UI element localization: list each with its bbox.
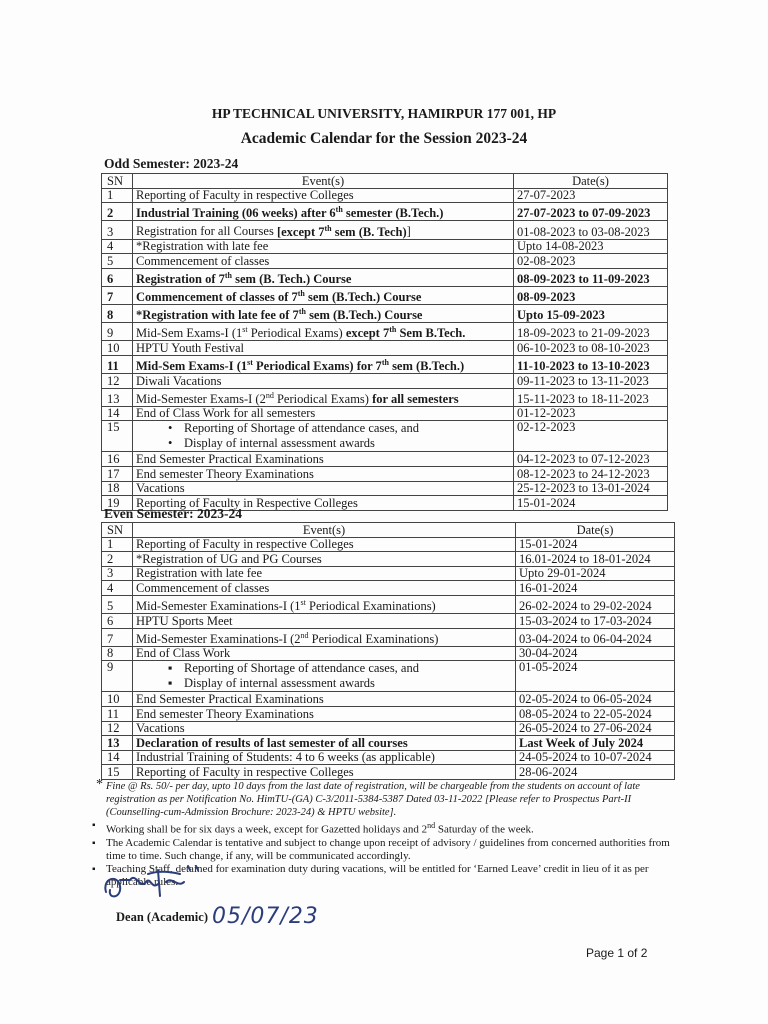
date-cell: Upto 29-01-2024 — [516, 566, 675, 581]
table-row — [102, 421, 668, 452]
text-segment: Mid-Semester Examinations-I (1 — [136, 599, 301, 614]
table-row — [102, 188, 668, 203]
event-sublist-item: ▪ Display of internal assessment awards — [184, 676, 512, 691]
event-sublist-item: • Display of internal assessment awards — [184, 436, 510, 451]
sn-cell: 8 — [102, 646, 133, 661]
sn-cell: 10 — [102, 692, 133, 707]
date-cell: 15-01-2024 — [516, 537, 675, 552]
bold-segment — [372, 392, 459, 406]
event-cell — [133, 239, 514, 254]
sn-cell: 9 — [102, 323, 133, 341]
table-header-row — [102, 174, 668, 189]
odd-semester-table — [101, 173, 668, 511]
superscript: th — [324, 223, 332, 233]
date-cell: 06-10-2023 to 08-10-2023 — [514, 341, 668, 356]
text-segment: Declaration of results of last semester of all courses — [136, 735, 408, 750]
date-cell: 08-05-2024 to 22-05-2024 — [516, 707, 675, 722]
sn-cell: 14 — [102, 406, 133, 421]
sn-cell: 2 — [102, 203, 133, 221]
sn-cell: 3 — [102, 221, 133, 239]
event-cell — [133, 388, 514, 406]
text-segment: Periodical Exams) — [247, 326, 346, 341]
text-segment: Registration of 7 — [136, 271, 225, 286]
table-row — [102, 750, 675, 765]
sn-cell: 5 — [102, 595, 133, 613]
text-segment: Vacations — [136, 481, 185, 496]
sn-cell: 15 — [102, 421, 133, 452]
sn-header: SN — [102, 174, 133, 189]
text-segment: End of Class Work — [136, 646, 231, 661]
note-item — [106, 837, 680, 863]
table-row — [102, 452, 668, 467]
text-segment: Industrial Training of Students: 4 to 6 weeks (as applicable) — [136, 750, 435, 765]
table-row — [102, 481, 668, 496]
event-cell — [133, 203, 514, 221]
date-cell: 08-09-2023 — [514, 286, 668, 304]
sn-cell: 11 — [102, 355, 133, 373]
table-header-row — [102, 523, 675, 538]
superscript: th — [224, 270, 232, 280]
sn-cell: 6 — [102, 268, 133, 286]
signature-date: 05/07/23 — [212, 904, 319, 929]
table-row — [102, 595, 675, 613]
event-cell — [133, 467, 514, 482]
event-cell — [133, 736, 516, 751]
date-cell: Upto 15-09-2023 — [514, 305, 668, 323]
table-row — [102, 646, 675, 661]
date-cell: Last Week of July 2024 — [516, 736, 675, 751]
event-cell — [133, 628, 516, 646]
text-segment: Vacations — [136, 721, 185, 736]
text-segment: Mid-Semester Examinations-I (2 — [136, 631, 301, 646]
date-cell: 01-12-2023 — [514, 406, 668, 421]
text-segment: Teaching Staff, detained for examination duty during vacations, will be entitled for ‘Earned Leave’ credit in lieu of it as per applicable rules. — [106, 862, 649, 888]
date-cell: 26-02-2024 to 29-02-2024 — [516, 595, 675, 613]
superscript: nd — [265, 390, 274, 400]
table-row — [102, 406, 668, 421]
bold-segment — [346, 326, 466, 340]
table-row — [102, 721, 675, 736]
event-cell — [133, 537, 516, 552]
text-segment: Periodical Examinations) — [305, 599, 436, 614]
sn-cell: 3 — [102, 566, 133, 581]
table-row — [102, 323, 668, 341]
event-sublist-item: ▪ Reporting of Shortage of attendance cases, and — [184, 661, 512, 676]
date-cell: 02-08-2023 — [514, 254, 668, 269]
superscript: th — [298, 307, 306, 316]
event-cell — [133, 646, 516, 661]
table-row — [102, 305, 668, 323]
superscript: nd — [300, 630, 309, 640]
bold-segment — [277, 225, 407, 239]
date-header: Date(s) — [516, 523, 675, 538]
text-segment: The Academic Calendar is tentative and subject to change upon receipt of advisory / guidelines from concerned authorities from time to time. Such change, if any, will be communicated accordingly. — [106, 836, 670, 862]
text-segment: Saturday of the week. — [435, 823, 534, 836]
event-cell — [133, 305, 514, 323]
text-segment: End Semester Practical Examinations — [136, 692, 324, 707]
event-cell — [133, 661, 516, 692]
table-row — [102, 736, 675, 751]
event-sublist — [136, 421, 510, 451]
date-cell: 24-05-2024 to 10-07-2024 — [516, 750, 675, 765]
superscript: st — [247, 357, 253, 367]
table-row — [102, 388, 668, 406]
event-cell — [133, 374, 514, 389]
table-row — [102, 566, 675, 581]
table-row — [102, 374, 668, 389]
event-cell — [133, 221, 514, 239]
date-cell: 09-11-2023 to 13-11-2023 — [514, 374, 668, 389]
table-row — [102, 254, 668, 269]
sn-cell: 8 — [102, 305, 133, 323]
event-cell — [133, 566, 516, 581]
university-name: HP TECHNICAL UNIVERSITY, HAMIRPUR 177 001, HP — [211, 106, 557, 121]
event-cell — [133, 692, 516, 707]
text-segment: Registration with late fee — [136, 566, 263, 581]
event-cell — [133, 452, 514, 467]
date-cell: 16-01-2024 — [516, 581, 675, 596]
event-header: Event(s) — [133, 174, 514, 189]
text-segment: Registration for all Courses — [136, 224, 277, 239]
text-segment: *Registration with late fee of 7 — [136, 308, 299, 323]
sn-cell: 2 — [102, 552, 133, 567]
sn-cell: 4 — [102, 239, 133, 254]
dean-label: Dean (Academic) — [116, 910, 208, 924]
text-segment: sem (B.Tech.) Course — [304, 290, 422, 304]
event-sublist — [136, 661, 512, 691]
table-row — [102, 614, 675, 629]
superscript: nd — [427, 821, 436, 830]
text-segment: sem (B. Tech.) Course — [232, 271, 352, 286]
table-row — [102, 692, 675, 707]
text-segment: [except 7 — [276, 224, 325, 239]
date-cell: 15-11-2023 to 18-11-2023 — [514, 388, 668, 406]
text-segment: semester (B.Tech.) — [342, 206, 444, 221]
text-segment: End of Class Work for all semesters — [136, 406, 316, 421]
text-segment: Reporting of Faculty in respective Colleges — [136, 537, 354, 552]
text-segment: End Semester Practical Examinations — [136, 452, 324, 466]
date-cell: 04-12-2023 to 07-12-2023 — [514, 452, 668, 467]
event-cell — [133, 707, 516, 722]
dean-signature — [100, 860, 220, 910]
sn-cell: 5 — [102, 254, 133, 269]
superscript: st — [242, 325, 248, 335]
event-cell — [133, 614, 516, 629]
date-cell: 11-10-2023 to 13-10-2023 — [514, 355, 668, 373]
table-row — [102, 467, 668, 482]
sn-cell: 1 — [102, 537, 133, 552]
page-number: Page 1 of 2 — [586, 946, 648, 960]
superscript: th — [297, 288, 305, 298]
asterisk-mark: * — [96, 777, 103, 792]
date-cell: 26-05-2024 to 27-06-2024 — [516, 721, 675, 736]
text-segment: sem (B.Tech.) — [388, 359, 465, 374]
event-cell — [133, 765, 516, 780]
sn-cell: 17 — [102, 467, 133, 482]
even-semester-table — [101, 522, 675, 780]
superscript: th — [381, 357, 389, 367]
note-item — [106, 819, 680, 837]
event-cell — [133, 341, 514, 356]
sn-cell: 4 — [102, 581, 133, 596]
text-segment: *Registration of UG and PG Courses — [136, 551, 322, 566]
sn-cell: 12 — [102, 374, 133, 389]
text-segment: End semester Theory Examinations — [136, 466, 314, 481]
table-row — [102, 286, 668, 304]
event-cell — [133, 481, 514, 496]
date-cell: 08-09-2023 to 11-09-2023 — [514, 268, 668, 286]
event-cell — [133, 595, 516, 613]
table-row — [102, 203, 668, 221]
table-row — [102, 707, 675, 722]
event-cell — [133, 355, 514, 373]
text-segment: Commencement of classes — [136, 253, 270, 268]
event-cell — [133, 421, 514, 452]
table-row — [102, 341, 668, 356]
text-segment: except 7 — [345, 326, 390, 341]
date-cell: 25-12-2023 to 13-01-2024 — [514, 481, 668, 496]
even-semester-title: Even Semester: 2023-24 — [104, 506, 242, 521]
date-cell: 16.01-2024 to 18-01-2024 — [516, 552, 675, 567]
table-row — [102, 552, 675, 567]
late-fee-note: Fine @ Rs. 50/- per day, upto 10 days from the last date of registration, will be chargeable from the students on account of late registration as per Notification No. HimTU-(GA) C-3/2011-5384-5387 Dated 03-11-2022 [Please refer to Prospectus Part-II (Counselling-cum-Admission Brochure: 2023-24) & HPTU website]. — [106, 781, 640, 818]
text-segment: Periodical Exams) — [273, 391, 373, 406]
text-segment: Working shall be for six days a week, except for Gazetted holidays and 2 — [106, 823, 428, 836]
sn-cell: 18 — [102, 481, 133, 496]
text-segment: Reporting of Faculty in Respective Colleges — [136, 495, 358, 510]
odd-semester-title: Odd Semester: 2023-24 — [104, 156, 239, 171]
date-cell: 02-12-2023 — [514, 421, 668, 452]
text-segment: sem (B. Tech) — [331, 224, 407, 239]
text-segment: Periodical Examinations) — [308, 631, 439, 646]
date-cell: 15-03-2024 to 17-03-2024 — [516, 614, 675, 629]
sn-cell: 16 — [102, 452, 133, 467]
date-cell: 01-08-2023 to 03-08-2023 — [514, 221, 668, 239]
date-header: Date(s) — [514, 174, 668, 189]
table-row — [102, 581, 675, 596]
date-cell: Upto 14-08-2023 — [514, 239, 668, 254]
text-segment: Reporting of Faculty in respective Colleges — [136, 188, 354, 203]
date-cell: 01-05-2024 — [516, 661, 675, 692]
sn-cell: 1 — [102, 188, 133, 203]
table-row — [102, 239, 668, 254]
event-cell — [133, 721, 516, 736]
text-segment: Industrial Training (06 weeks) after 6 — [136, 206, 336, 221]
event-header: Event(s) — [133, 523, 516, 538]
sn-cell: 13 — [102, 736, 133, 751]
event-cell — [133, 552, 516, 567]
text-segment: for all semesters — [372, 391, 459, 406]
sn-cell: 7 — [102, 286, 133, 304]
text-segment: Commencement of classes — [136, 580, 270, 595]
event-cell — [133, 323, 514, 341]
sn-cell: 6 — [102, 614, 133, 629]
sn-header: SN — [102, 523, 133, 538]
text-segment: Mid-Semester Exams-I (2 — [136, 391, 266, 406]
date-cell: 27-07-2023 — [514, 188, 668, 203]
sn-cell: 7 — [102, 628, 133, 646]
text-segment: Mid-Sem Exams-I (1 — [136, 326, 243, 341]
superscript: st — [300, 597, 306, 607]
text-segment: *Registration with late fee — [136, 239, 269, 254]
text-segment: Reporting of Faculty in respective Colleges — [136, 765, 354, 780]
table-row — [102, 355, 668, 373]
sn-cell: 15 — [102, 765, 133, 780]
event-cell — [133, 581, 516, 596]
event-cell — [133, 406, 514, 421]
date-cell: 18-09-2023 to 21-09-2023 — [514, 323, 668, 341]
sn-cell: 9 — [102, 661, 133, 692]
date-cell: 15-01-2024 — [514, 496, 668, 511]
event-cell — [133, 286, 514, 304]
event-sublist-item: • Reporting of Shortage of attendance cases, and — [184, 421, 510, 436]
superscript: th — [389, 325, 397, 335]
date-cell: 28-06-2024 — [516, 765, 675, 780]
table-row — [102, 765, 675, 780]
table-row — [102, 661, 675, 692]
table-row — [102, 221, 668, 239]
text-segment: HPTU Sports Meet — [136, 613, 233, 628]
sn-cell: 10 — [102, 341, 133, 356]
sn-cell: 11 — [102, 707, 133, 722]
table-row — [102, 268, 668, 286]
sn-cell: 14 — [102, 750, 133, 765]
event-cell — [133, 188, 514, 203]
sn-cell: 19 — [102, 496, 133, 511]
date-cell: 02-05-2024 to 06-05-2024 — [516, 692, 675, 707]
superscript: th — [335, 205, 343, 215]
text-segment: Sem B.Tech. — [396, 326, 466, 341]
sn-cell: 13 — [102, 388, 133, 406]
date-cell: 30-04-2024 — [516, 646, 675, 661]
date-cell: 27-07-2023 to 07-09-2023 — [514, 203, 668, 221]
text-segment: ] — [406, 224, 411, 239]
table-row — [102, 628, 675, 646]
text-segment: sem (B.Tech.) Course — [305, 308, 423, 323]
event-cell — [133, 750, 516, 765]
calendar-title: Academic Calendar for the Session 2023-24 — [240, 130, 528, 147]
text-segment: HPTU Youth Festival — [136, 340, 245, 355]
text-segment: End semester Theory Examinations — [136, 706, 314, 721]
date-cell: 08-12-2023 to 24-12-2023 — [514, 467, 668, 482]
text-segment: Periodical Exams) for 7 — [252, 359, 382, 374]
date-cell: 03-04-2024 to 06-04-2024 — [516, 628, 675, 646]
table-row — [102, 537, 675, 552]
text-segment: Commencement of classes of 7 — [136, 290, 298, 304]
sn-cell: 12 — [102, 721, 133, 736]
text-segment: Mid-Sem Exams-I (1 — [136, 359, 248, 374]
event-cell — [133, 268, 514, 286]
text-segment: Diwali Vacations — [136, 373, 222, 388]
event-cell — [133, 254, 514, 269]
